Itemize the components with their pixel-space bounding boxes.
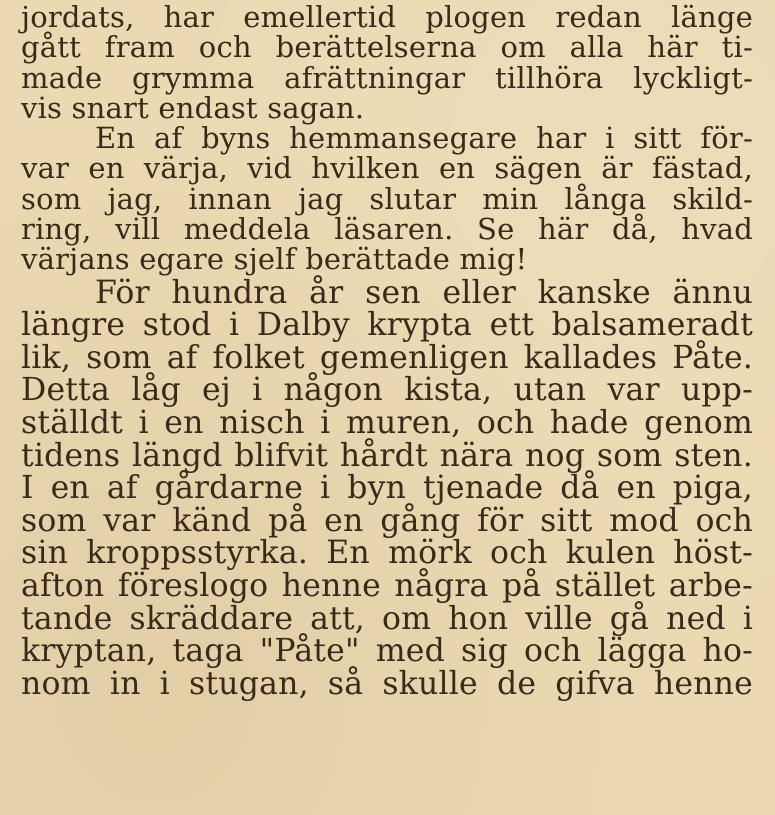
text-line: nom in i stugan, så skulle de gifva henne bbox=[21, 665, 753, 702]
text-line: gått fram och berättelserna om alla här ti- bbox=[21, 30, 753, 65]
text-line: ställdt i en nisch i muren, och hade genom bbox=[21, 405, 753, 442]
text-line: som jag, innan jag slutar min långa skild- bbox=[21, 181, 753, 216]
text-line: Detta låg ej i någon kista, utan var upp- bbox=[21, 372, 753, 409]
text-line: kryptan, taga "Påte" med sig och lägga ho- bbox=[21, 633, 753, 670]
text-line: var en värja, vid hvilken en sägen är fästad, bbox=[21, 151, 753, 186]
text-line: För hundra år sen eller kanske ännu bbox=[95, 274, 753, 311]
paragraph-pate bbox=[21, 274, 753, 702]
paragraph-varja bbox=[21, 121, 753, 277]
text-line: lik, som af folket gemenligen kallades Påte. bbox=[21, 339, 753, 376]
paragraph-continuation bbox=[21, 2, 753, 123]
text-line: värjans egare sjelf berättade mig! bbox=[21, 242, 528, 277]
text-line: jordats, har emellertid plogen redan länge bbox=[21, 0, 753, 34]
text-line: längre stod i Dalby krypta ett balsameradt bbox=[21, 307, 753, 344]
text-line: vis snart endast sagan. bbox=[21, 90, 365, 125]
text-line: som var känd på en gång för sitt mod och bbox=[21, 502, 753, 539]
text-column bbox=[21, 2, 753, 700]
text-line: ring, vill meddela läsaren. Se här då, hvad bbox=[21, 212, 753, 247]
text-line: I en af gårdarne i byn tjenade då en piga, bbox=[21, 470, 753, 507]
text-line: En af byns hemmansegare har i sitt för- bbox=[95, 121, 753, 156]
text-line: tidens längd blifvit hårdt nära nog som sten. bbox=[21, 437, 753, 474]
text-line: sin kroppsstyrka. En mörk och kulen höst- bbox=[21, 535, 753, 572]
text-line: made grymma afrättningar tillhöra lyckligt- bbox=[21, 60, 753, 95]
text-line: afton föreslogo henne några på stället arbe- bbox=[21, 568, 753, 605]
text-line: tande skräddare att, om hon ville gå ned i bbox=[21, 600, 753, 637]
